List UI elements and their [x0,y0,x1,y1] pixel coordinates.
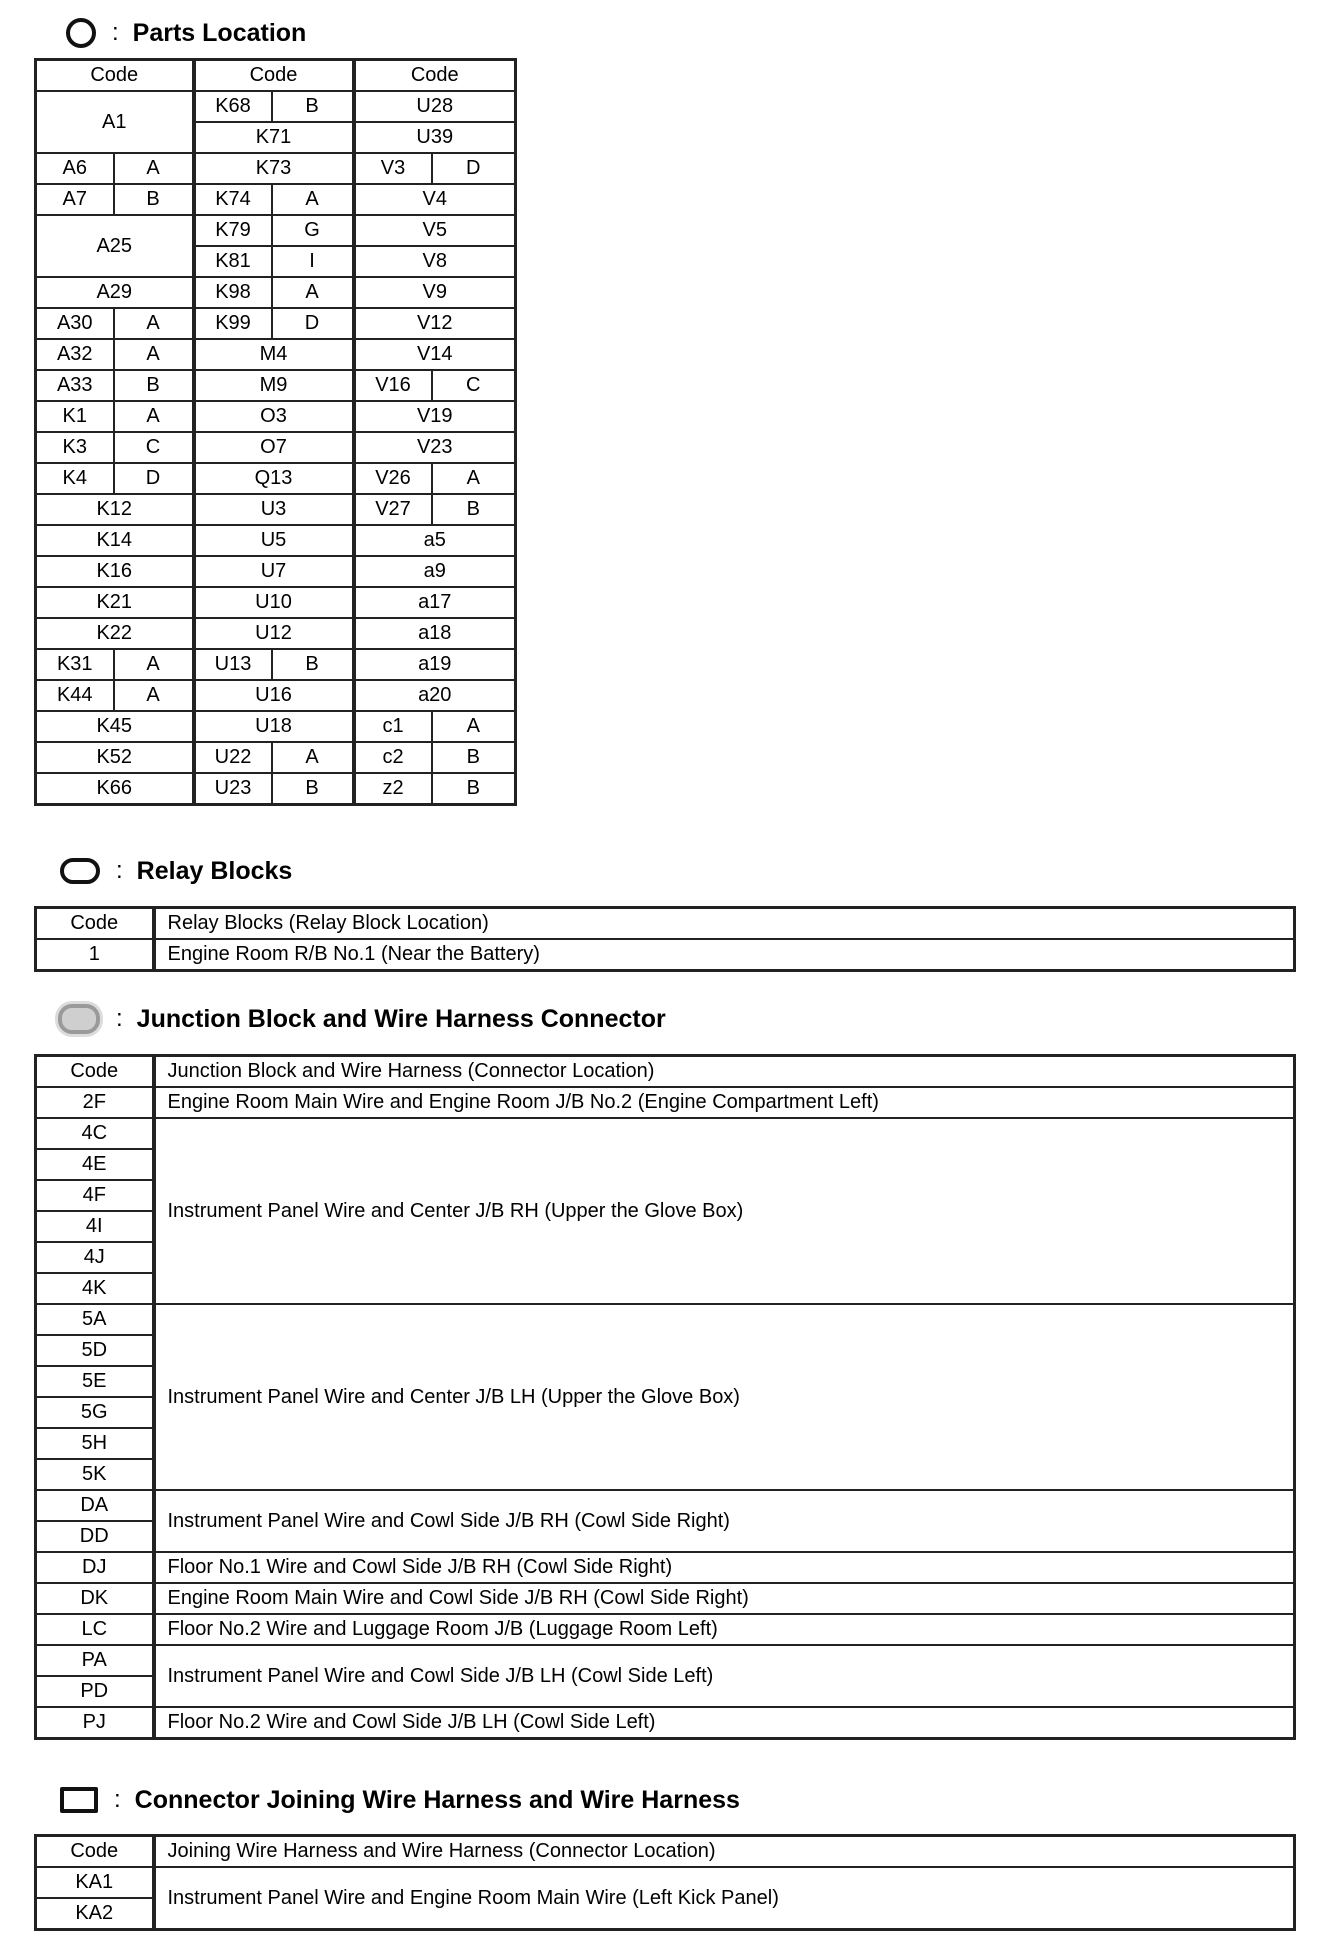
table-row [36,1490,1295,1521]
table-header-row [36,60,516,92]
part-suffix-cell: D [272,308,354,339]
connector-code-cell: 4F [36,1180,154,1211]
part-suffix-cell: A [114,680,194,711]
table-row [36,556,516,587]
connector-code-cell: PD [36,1676,154,1707]
part-code-cell: U23 [194,773,272,805]
part-code-cell: a18 [354,618,516,649]
heading-colon: : [116,1005,123,1032]
table-row [36,494,516,525]
relay-location-cell: Engine Room R/B No.1 (Near the Battery) [154,939,1295,971]
part-suffix-cell: A [432,711,516,742]
connector-code-cell: PA [36,1645,154,1676]
connector-code-cell: 4C [36,1118,154,1149]
part-code-cell: U16 [194,680,354,711]
relay-blocks-table [34,906,1296,972]
part-suffix-cell: D [114,463,194,494]
part-code-cell: U13 [194,649,272,680]
part-code-cell: M4 [194,339,354,370]
part-code-cell: A30 [36,308,114,339]
part-suffix-cell: B [432,742,516,773]
part-code-cell: K71 [194,122,354,153]
part-code-cell: K12 [36,494,194,525]
column-header: Code [36,1056,154,1088]
column-header: Relay Blocks (Relay Block Location) [154,908,1295,940]
junction-block-heading [58,1004,666,1034]
table-row [36,711,516,742]
column-header: Code [36,1836,154,1868]
table-row [36,1552,1295,1583]
column-header: Junction Block and Wire Harness (Connector Location) [154,1056,1295,1088]
part-code-cell: O3 [194,401,354,432]
part-suffix-cell: A [114,401,194,432]
part-code-cell: K52 [36,742,194,773]
connector-joining-heading [60,1785,740,1815]
connector-code-cell: DK [36,1583,154,1614]
heading-colon: : [114,1786,121,1813]
joining-code-cell: KA2 [36,1898,154,1930]
table-row [36,153,516,184]
table-row [36,1583,1295,1614]
part-code-cell: U39 [354,122,516,153]
connector-code-cell: 5G [36,1397,154,1428]
part-code-cell: U18 [194,711,354,742]
part-code-cell: a19 [354,649,516,680]
part-suffix-cell: D [432,153,516,184]
part-code-cell: K4 [36,463,114,494]
part-suffix-cell: I [272,246,354,277]
junction-block-table [34,1054,1296,1740]
relay-blocks-heading [60,856,292,886]
table-row [36,1645,1295,1676]
connector-location-cell: Floor No.2 Wire and Cowl Side J/B LH (Cowl Side Left) [154,1707,1295,1739]
connector-code-cell: 5D [36,1335,154,1366]
table-row [36,401,516,432]
joining-location-cell: Instrument Panel Wire and Engine Room Main Wire (Left Kick Panel) [154,1867,1295,1930]
table-row [36,618,516,649]
column-header: Code [194,60,354,92]
joining-code-cell: KA1 [36,1867,154,1898]
part-code-cell: K14 [36,525,194,556]
part-code-cell: K81 [194,246,272,277]
shaded-oval-symbol-icon [58,1004,100,1034]
table-header-row [36,1056,1295,1088]
part-suffix-cell: B [272,773,354,805]
part-code-cell: U7 [194,556,354,587]
column-header: Code [354,60,516,92]
part-code-cell: K68 [194,91,272,122]
section-title: Connector Joining Wire Harness and Wire Harness [134,1785,740,1814]
part-suffix-cell: A [272,742,354,773]
part-code-cell: A7 [36,184,114,215]
heading-colon: : [116,857,123,884]
part-suffix-cell: G [272,215,354,246]
table-header-row [36,908,1295,940]
table-row [36,308,516,339]
part-code-cell: O7 [194,432,354,463]
part-code-cell: K99 [194,308,272,339]
part-suffix-cell: B [114,184,194,215]
table-row [36,773,516,805]
table-row [36,184,516,215]
part-code-cell: U12 [194,618,354,649]
part-code-cell: K16 [36,556,194,587]
part-code-cell: V12 [354,308,516,339]
connector-code-cell: 4J [36,1242,154,1273]
part-code-cell: c2 [354,742,432,773]
circle-symbol-icon [66,18,96,48]
table-row [36,91,516,122]
connector-location-cell: Instrument Panel Wire and Center J/B RH (Upper the Glove Box) [154,1118,1295,1304]
table-row [36,1707,1295,1739]
part-code-cell: A25 [36,215,194,277]
table-row [36,1614,1295,1645]
connector-code-cell: 4E [36,1149,154,1180]
part-code-cell: U28 [354,91,516,122]
rectangle-symbol-icon [60,1787,98,1813]
connector-code-cell: 5E [36,1366,154,1397]
table-row [36,370,516,401]
part-code-cell: V27 [354,494,432,525]
part-code-cell: K44 [36,680,114,711]
parts-location-heading [66,18,306,48]
part-suffix-cell: C [114,432,194,463]
part-code-cell: M9 [194,370,354,401]
part-code-cell: A33 [36,370,114,401]
part-code-cell: V19 [354,401,516,432]
part-code-cell: K73 [194,153,354,184]
part-code-cell: V3 [354,153,432,184]
part-code-cell: A29 [36,277,194,308]
part-suffix-cell: B [432,773,516,805]
part-code-cell: K3 [36,432,114,463]
connector-code-cell: 4I [36,1211,154,1242]
section-title: Relay Blocks [136,856,293,885]
part-code-cell: A6 [36,153,114,184]
part-code-cell: a17 [354,587,516,618]
part-code-cell: a9 [354,556,516,587]
connector-code-cell: DD [36,1521,154,1552]
part-code-cell: K31 [36,649,114,680]
part-code-cell: K45 [36,711,194,742]
oval-symbol-icon [60,858,100,884]
part-code-cell: K22 [36,618,194,649]
relay-code-cell: 1 [36,939,154,971]
part-code-cell: Q13 [194,463,354,494]
connector-location-cell: Floor No.1 Wire and Cowl Side J/B RH (Cowl Side Right) [154,1552,1295,1583]
part-code-cell: a5 [354,525,516,556]
part-code-cell: A1 [36,91,194,153]
table-row [36,587,516,618]
parts-location-table [34,58,517,806]
column-header: Code [36,60,194,92]
part-suffix-cell: A [114,339,194,370]
connector-code-cell: DJ [36,1552,154,1583]
table-row [36,463,516,494]
part-code-cell: a20 [354,680,516,711]
part-code-cell: K98 [194,277,272,308]
part-code-cell: K21 [36,587,194,618]
part-suffix-cell: B [272,91,354,122]
part-code-cell: V26 [354,463,432,494]
table-header-row [36,1836,1295,1868]
part-code-cell: V9 [354,277,516,308]
connector-code-cell: LC [36,1614,154,1645]
part-code-cell: z2 [354,773,432,805]
part-code-cell: K74 [194,184,272,215]
column-header: Joining Wire Harness and Wire Harness (Connector Location) [154,1836,1295,1868]
part-code-cell: A32 [36,339,114,370]
table-row [36,1304,1295,1335]
connector-code-cell: PJ [36,1707,154,1739]
part-suffix-cell: A [114,153,194,184]
connector-code-cell: 5H [36,1428,154,1459]
connector-code-cell: 5K [36,1459,154,1490]
part-code-cell: V14 [354,339,516,370]
section-title: Parts Location [132,18,307,47]
part-code-cell: c1 [354,711,432,742]
part-suffix-cell: A [114,649,194,680]
connector-location-cell: Instrument Panel Wire and Cowl Side J/B LH (Cowl Side Left) [154,1645,1295,1707]
connector-location-cell: Floor No.2 Wire and Luggage Room J/B (Luggage Room Left) [154,1614,1295,1645]
table-row [36,1087,1295,1118]
part-code-cell: K79 [194,215,272,246]
part-code-cell: V5 [354,215,516,246]
part-code-cell: V16 [354,370,432,401]
connector-code-cell: 4K [36,1273,154,1304]
column-header: Code [36,908,154,940]
table-row [36,1867,1295,1898]
table-row [36,939,1295,971]
table-row [36,525,516,556]
part-suffix-cell: A [432,463,516,494]
part-suffix-cell: A [272,277,354,308]
table-row [36,215,516,246]
part-code-cell: U10 [194,587,354,618]
part-code-cell: K1 [36,401,114,432]
connector-location-cell: Instrument Panel Wire and Cowl Side J/B RH (Cowl Side Right) [154,1490,1295,1552]
connector-code-cell: DA [36,1490,154,1521]
heading-colon: : [112,19,119,46]
table-row [36,742,516,773]
part-suffix-cell: B [432,494,516,525]
connector-code-cell: 2F [36,1087,154,1118]
part-suffix-cell: B [272,649,354,680]
table-row [36,649,516,680]
table-row [36,432,516,463]
table-row [36,680,516,711]
part-code-cell: U5 [194,525,354,556]
part-code-cell: U3 [194,494,354,525]
part-code-cell: V4 [354,184,516,215]
connector-location-cell: Engine Room Main Wire and Cowl Side J/B RH (Cowl Side Right) [154,1583,1295,1614]
part-suffix-cell: A [114,308,194,339]
section-title: Junction Block and Wire Harness Connector [136,1004,666,1033]
connector-joining-table [34,1834,1296,1931]
part-suffix-cell: C [432,370,516,401]
connector-location-cell: Engine Room Main Wire and Engine Room J/B No.2 (Engine Compartment Left) [154,1087,1295,1118]
table-row [36,1118,1295,1149]
part-suffix-cell: B [114,370,194,401]
part-code-cell: K66 [36,773,194,805]
part-suffix-cell: A [272,184,354,215]
connector-location-cell: Instrument Panel Wire and Center J/B LH (Upper the Glove Box) [154,1304,1295,1490]
table-row [36,277,516,308]
connector-code-cell: 5A [36,1304,154,1335]
part-code-cell: V8 [354,246,516,277]
table-row [36,339,516,370]
part-code-cell: U22 [194,742,272,773]
part-code-cell: V23 [354,432,516,463]
